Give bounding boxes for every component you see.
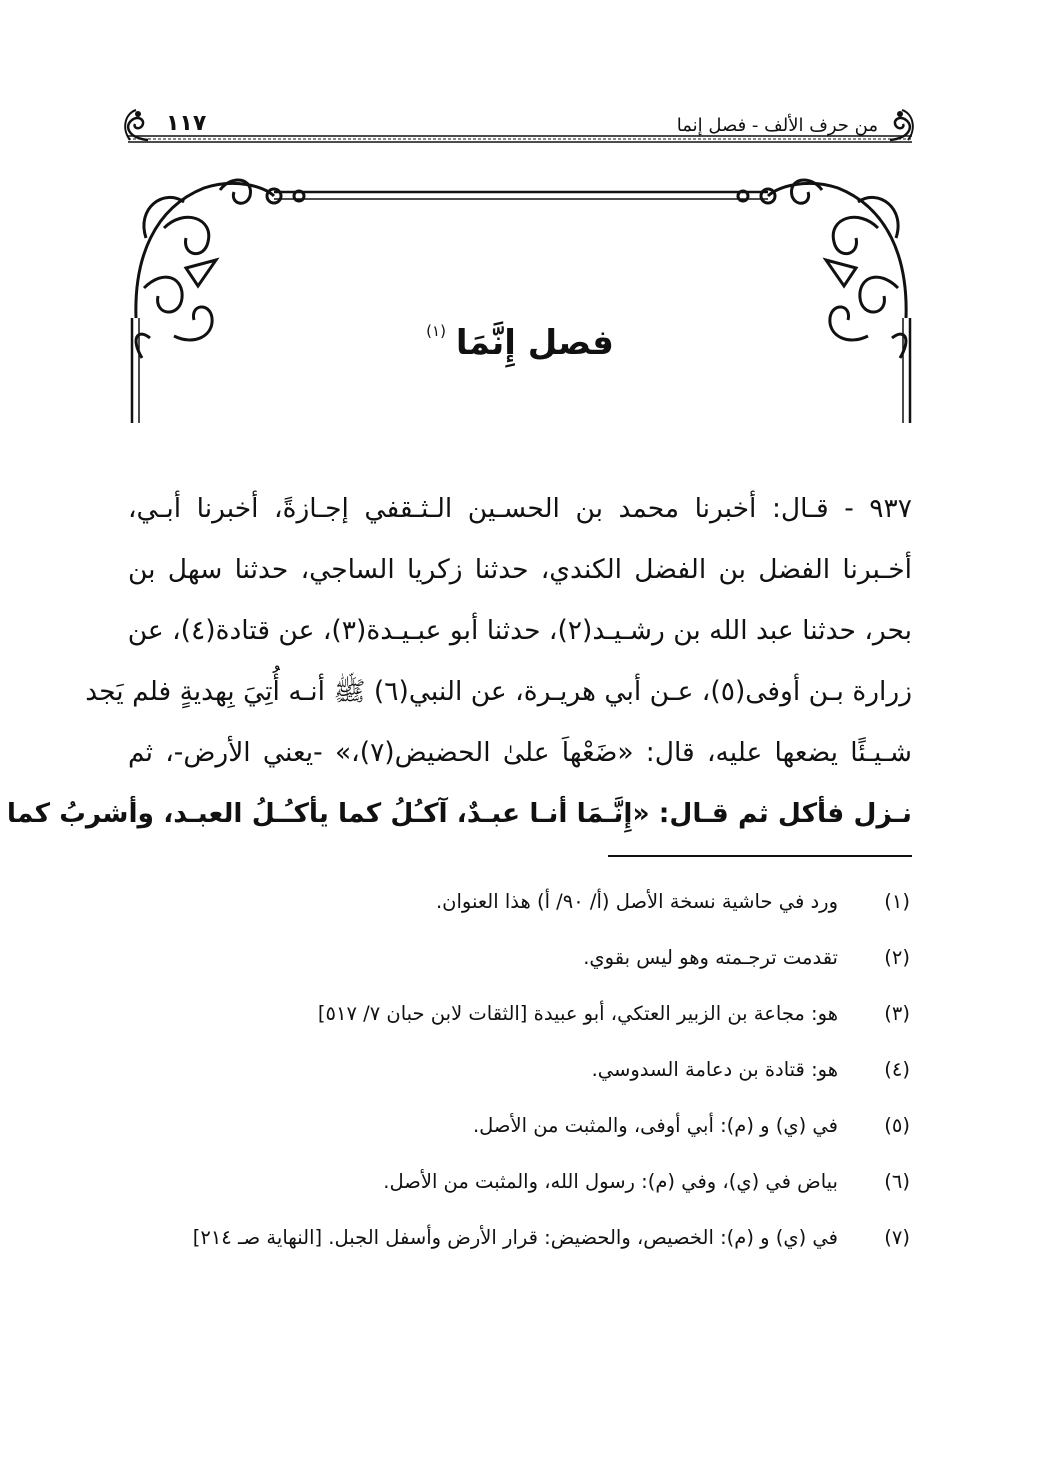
footnote-text: تقدمت ترجـمته وهو ليس بقوي. — [583, 946, 838, 969]
footnotes — [128, 880, 912, 1260]
footnote-item — [128, 1048, 912, 1104]
footnote-item — [128, 880, 912, 936]
footnote-item — [128, 936, 912, 992]
hadith-body — [6, 478, 912, 844]
footnote-number: (٢) — [884, 946, 910, 969]
footnote-number: (٥) — [884, 1114, 910, 1137]
section-heading — [0, 322, 1040, 363]
header-ornament-left-icon — [118, 104, 154, 144]
section-heading-footnote-ref: (١) — [426, 322, 446, 340]
ornamental-frame — [124, 168, 918, 428]
body-line-5: شـيـئًا يضعها عليه، قال: «ضَعْهاَ علىٰ الحضيض(٧)،» -يعني الأرض-، ثم — [128, 737, 912, 768]
footnote-separator — [608, 855, 912, 857]
footnote-item — [128, 1216, 912, 1260]
footnote-number: (٧) — [884, 1226, 910, 1249]
footnote-text: هو: مجاعة بن الزبير العتكي، أبو عبيدة [الثقات لابن حبان ٧/ ٥١٧] — [317, 1002, 838, 1025]
footnote-item — [128, 1104, 912, 1160]
footnote-number: (٣) — [884, 1002, 910, 1025]
body-line-2: أخـبرنا الفضل بن الفضل الكندي، حدثنا زكريا الساجي، حدثنا سهل بن — [128, 554, 912, 585]
footnote-number: (٦) — [884, 1170, 910, 1193]
body-line-1: ٩٣٧ - قـال: أخبرنا محمد بن الحسـين الـثـقفي إجـازةً، أخبرنا أبـي، — [128, 493, 912, 524]
running-header-title: من حرف الألف - فصل إنما — [676, 115, 878, 136]
header-ornament-right-icon — [884, 104, 920, 144]
footnote-text: ورد في حاشية نسخة الأصل (أ/ ٩٠/ أ) هذا العنوان. — [435, 890, 838, 913]
section-heading-text: فصل إِنَّمَا — [455, 323, 614, 363]
page-number: ١١٧ — [166, 111, 207, 136]
body-line-3: بحر، حدثنا عبد الله بن رشـيـد(٢)، حدثنا أبو عبـيـدة(٣)، عن قتادة(٤)، عن — [127, 615, 912, 646]
footnote-text: في (ي) و (م): الخصيص، والحضيض: قرار الأرض وأسفل الجبل. [النهاية صـ ٢١٤] — [192, 1226, 838, 1249]
footnote-number: (٤) — [884, 1058, 910, 1081]
footnote-item — [128, 992, 912, 1048]
footnote-text: في (ي) و (م): أبي أوفى، والمثبت من الأصل. — [472, 1114, 838, 1137]
body-line-4: زرارة بـن أوفى(٥)، عـن أبي هريـرة، عن النبي(٦) ﷺ أنـه أُتِيَ بِهديةٍ فلم يَجد — [85, 676, 912, 707]
running-header — [128, 96, 912, 136]
footnote-number: (١) — [884, 890, 910, 913]
footnote-text: بياض في (ي)، وفي (م): رسول الله، والمثبت من الأصل. — [383, 1170, 838, 1193]
footnote-text: هو: قتادة بن دعامة السدوسي. — [591, 1058, 838, 1081]
header-rule — [128, 135, 912, 143]
footnote-item — [128, 1160, 912, 1216]
body-line-6: نـزل فأكل ثم قـال: «إِنَّـمَا أنـا عبـدٌ، آكـُلُ كما يأكـُـلُ العبـد، وأشربُ كما — [6, 798, 912, 829]
